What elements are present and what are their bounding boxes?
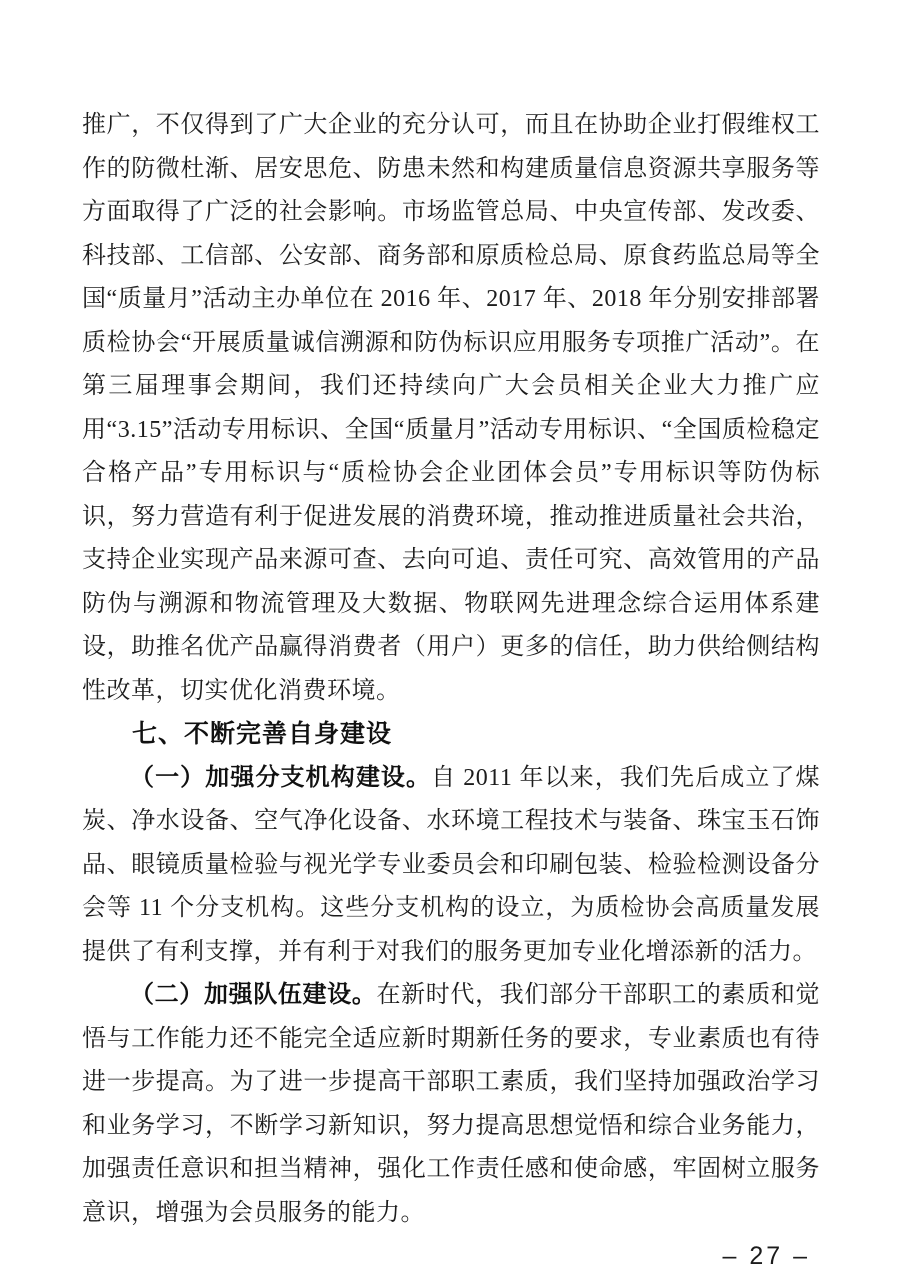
section-heading: 七、不断完善自身建设 bbox=[132, 720, 393, 748]
subsection-1-paragraph bbox=[82, 757, 820, 975]
intro-paragraph: 推广，不仅得到了广大企业的充分认可，而且在协助企业打假维权工作的防微杜渐、居安思危、防患未然和构建质量信息资源共享服务等方面取得了广泛的社会影响。市场监管总局、中央宣传部、发改委、科技部、工信部、公安部、商务部和原质检总局、原食药监总局等全国“质量月”活动主办单位在 2016 年、2017 年、2018 年分别安排部署质检协会“开展质量诚信溯源和防伪标识应用服务专项推广活动”。在第三届理事会期间，我们还持续向广大会员相关企业大力推广应用“3.15”活动专用标识、全国“质量月”活动专用标识、“全国质检稳定合格产品”专用标识与“质检协会企业团体会员”专用标识等防伪标识，努力营造有利于促进发展的消费环境，推动推进质量社会共治，支持企业实现产品来源可查、去向可追、责任可究、高效管用的产品防伪与溯源和物流管理及大数据、物联网先进理念综合运用体系建设，助推名优产品赢得消费者（用户）更多的信任，助力供给侧结构性改革，切实优化消费环境。 bbox=[82, 112, 820, 704]
subsection-2-paragraph bbox=[82, 974, 820, 1235]
subsection-1-lead: （一）加强分支机构建设。 bbox=[130, 764, 432, 791]
document-body bbox=[82, 104, 820, 1273]
subsection-2-lead: （二）加强队伍建设。 bbox=[130, 982, 377, 1008]
subsection-2-body: 在新时代，我们部分干部职工的素质和觉悟与工作能力还不能完全适应新时期新任务的要求，专业素质也有待进一步提高。为了进一步提高干部职工素质，我们坚持加强政治学习和业务学习，不断学习新知识，努力提高思想觉悟和综合业务能力，加强责任意识和担当精神，强化工作责任感和使命感，牢固树立服务意识，增强为会员服务的能力。 bbox=[82, 982, 821, 1226]
subsection-1-body: 自 2011 年以来，我们先后成立了煤炭、净水设备、空气净化设备、水环境工程技术与装备、珠宝玉石饰品、眼镜质量检验与视光学专业委员会和印刷包装、检验检测设备分会等 11 个分支机构。这些分支机构的设立，为质检协会高质量发展提供了有利支撑，并有利于对我们的服务更加专业化增添新的活力。 bbox=[82, 764, 821, 965]
page-number: – 27 – bbox=[722, 1242, 810, 1270]
